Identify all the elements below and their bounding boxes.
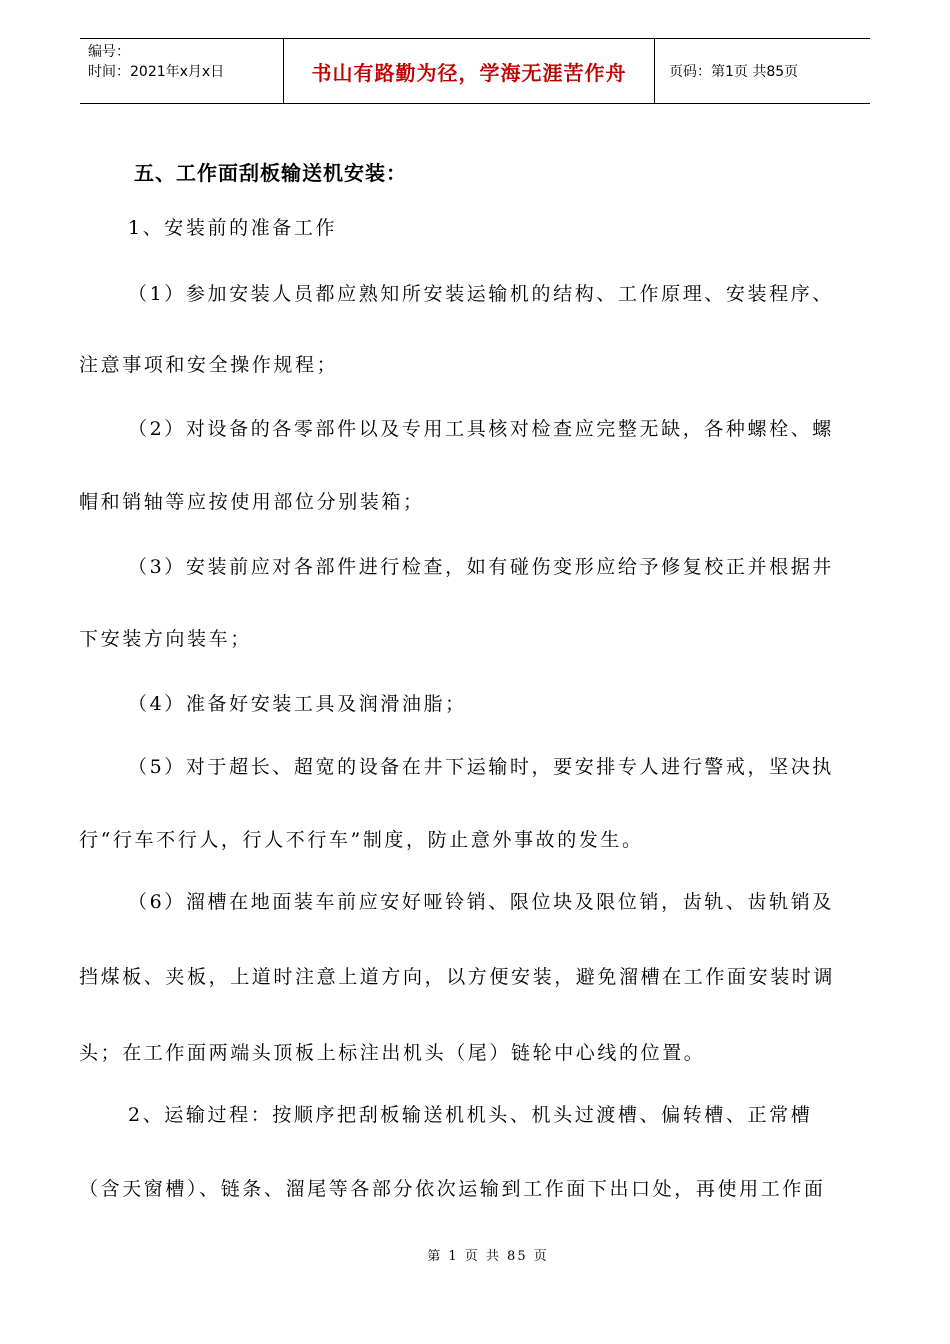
body-line: （含天窗槽）、链条、溜尾等各部分依次运输到工作面下出口处，再使用工作面 [79,1178,826,1200]
body-line: 2、运输过程：按顺序把刮板输送机机头、机头过渡槽、偏转槽、正常槽 [128,1104,813,1126]
body-line: 头；在工作面两端头顶板上标注出机头（尾）链轮中心线的位置。 [79,1042,706,1064]
footer-page-number: 第 1 页 共 85 页 [427,1249,549,1264]
header-motto-cell [283,39,655,103]
body-line: （1）参加安装人员都应熟知所安装运输机的结构、工作原理、安装程序、 [128,283,834,305]
body-line: 帽和销轴等应按使用部位分别装箱； [79,491,425,513]
document-header [80,38,870,104]
header-motto: 书山有路勤为径，学海无涯苦作舟 [311,60,627,85]
body-line: 挡煤板、夹板，上道时注意上道方向，以方便安装，避免溜槽在工作面安装时调 [79,966,836,988]
body-line: 下安装方向装车； [79,628,252,650]
body-line: 注意事项和安全操作规程； [79,354,339,376]
header-page-info: 页码：第1页 共85页 [669,64,799,80]
date-text: 时间：2021年x月x日 [88,64,225,80]
body-line: （2）对设备的各零部件以及专用工具核对检查应完整无缺，各种螺栓、螺 [128,418,834,440]
header-meta [80,39,283,103]
body-line: （6）溜槽在地面装车前应安好哑铃销、限位块及限位销，齿轨、齿轨销及 [128,891,834,913]
code-label: 编号： [88,44,130,60]
body-line: （4）准备好安装工具及润滑油脂； [128,693,467,715]
section-title: 五、工作面刮板输送机安装： [134,161,407,185]
body-line: （3）安装前应对各部件进行检查，如有碰伤变形应给予修复校正并根据井 [128,556,834,578]
body-line: （5）对于超长、超宽的设备在井下运输时，要安排专人进行警戒，坚决执 [128,756,834,778]
body-line: 行“行车不行人，行人不行车”制度，防止意外事故的发生。 [79,829,644,851]
body-line: 1、安装前的准备工作 [128,217,338,239]
